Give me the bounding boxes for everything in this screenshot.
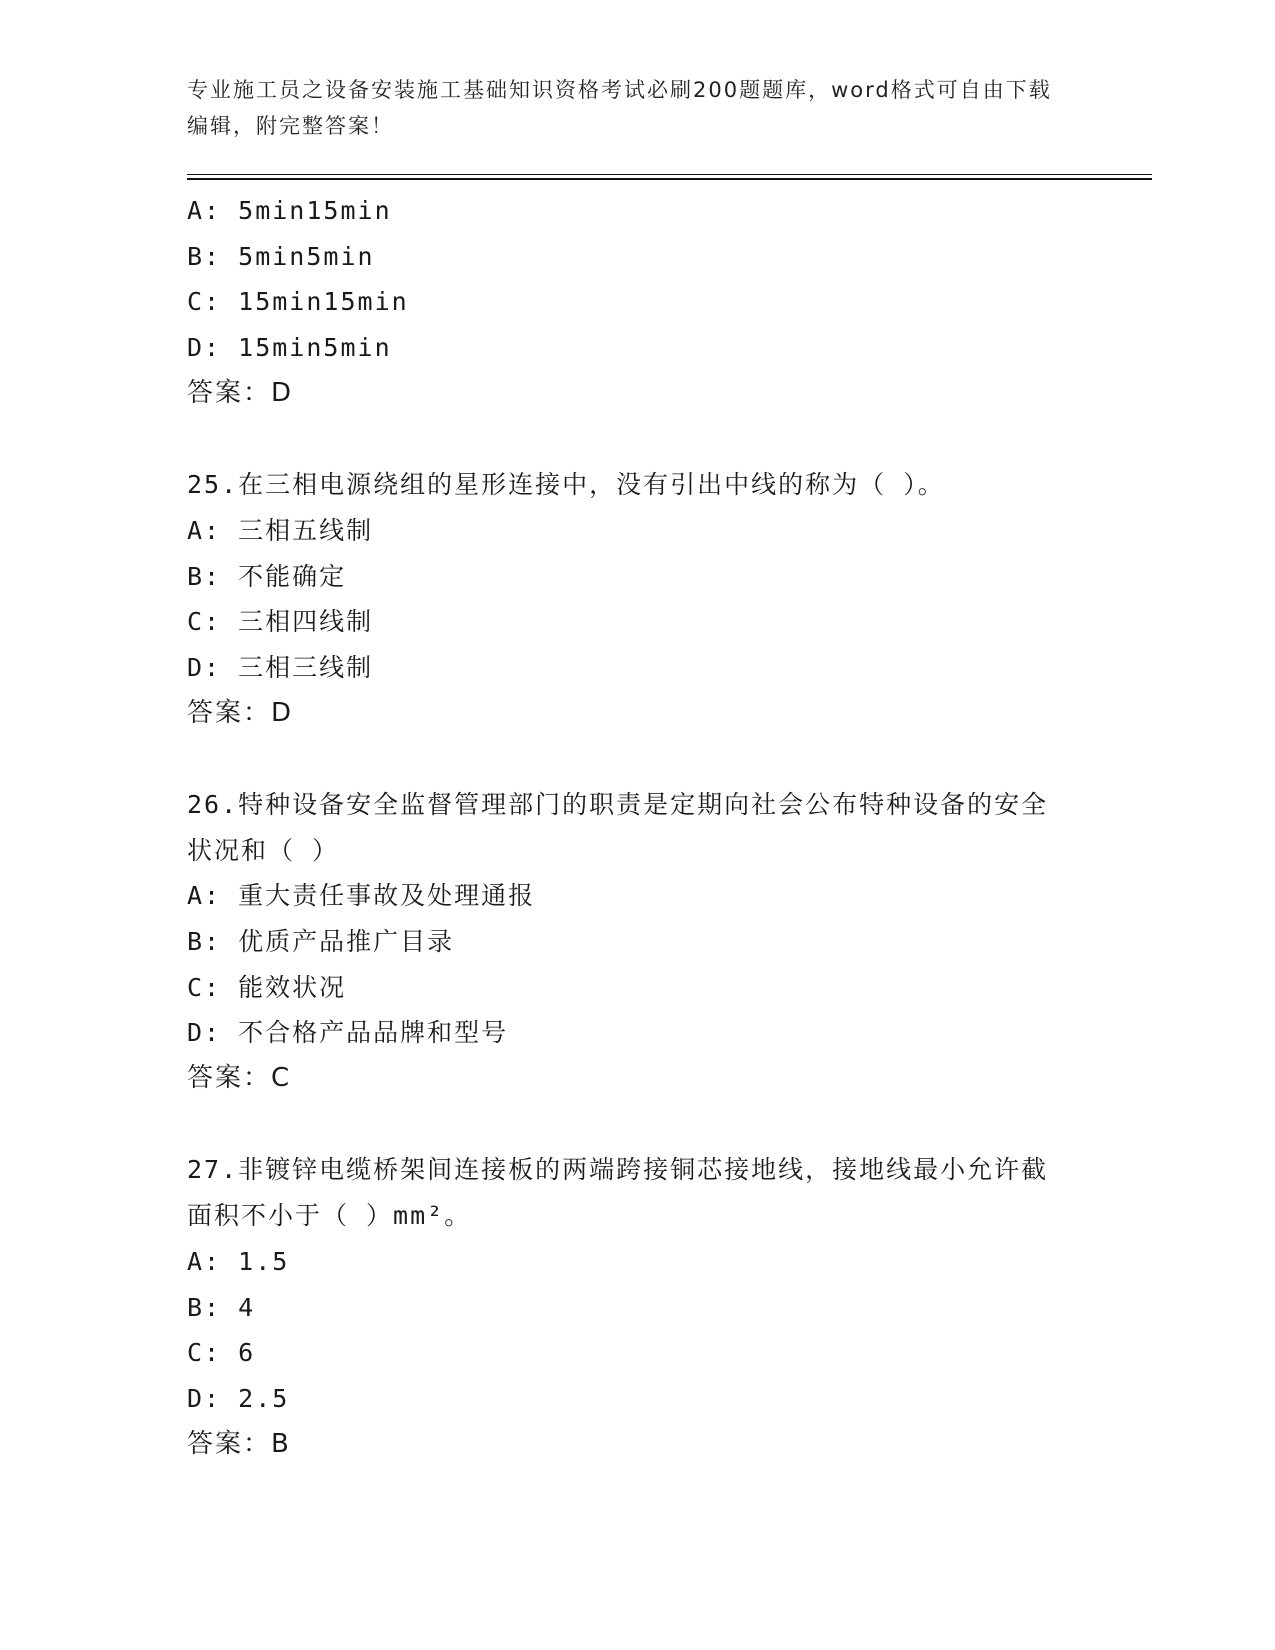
spacer bbox=[187, 416, 1087, 462]
option-b: B: 不能确定 bbox=[187, 561, 347, 591]
question-block-24 bbox=[187, 188, 1087, 416]
spacer bbox=[187, 1102, 1087, 1148]
option-c: C: 6 bbox=[187, 1338, 256, 1368]
option-b: B: 4 bbox=[187, 1292, 256, 1322]
question-block-25 bbox=[187, 462, 1087, 736]
answer: 答案：B bbox=[187, 1428, 291, 1459]
option-a: A: 重大责任事故及处理通报 bbox=[187, 881, 536, 911]
answer: 答案：C bbox=[187, 1063, 292, 1094]
option-d: D: 不合格产品品牌和型号 bbox=[187, 1018, 509, 1048]
spacer bbox=[187, 736, 1087, 782]
header-divider-thick bbox=[187, 178, 1152, 180]
option-c: C: 三相四线制 bbox=[187, 607, 374, 637]
question-list bbox=[187, 188, 1087, 1467]
option-a: A: 三相五线制 bbox=[187, 515, 374, 545]
option-d: D: 三相三线制 bbox=[187, 652, 374, 682]
question-text: 25.在三相电源绕组的星形连接中，没有引出中线的称为（ ）。 bbox=[187, 470, 945, 500]
option-d: D: 15min5min bbox=[187, 333, 392, 363]
answer: 答案：D bbox=[187, 377, 294, 408]
option-c: C: 15min15min bbox=[187, 287, 409, 317]
option-b: B: 优质产品推广目录 bbox=[187, 927, 455, 957]
question-block-26 bbox=[187, 782, 1087, 1102]
answer: 答案：D bbox=[187, 697, 294, 728]
option-d: D: 2.5 bbox=[187, 1383, 290, 1413]
option-b: B: 5min5min bbox=[187, 241, 375, 271]
option-c: C: 能效状况 bbox=[187, 972, 347, 1002]
option-a: A: 5min15min bbox=[187, 196, 392, 225]
question-block-27 bbox=[187, 1147, 1087, 1467]
header-divider-thin bbox=[187, 174, 1152, 175]
document-header: 专业施工员之设备安装施工基础知识资格考试必刷200题题库，word格式可自由下载编辑，附完整答案！ bbox=[187, 78, 1052, 138]
question-text: 26.特种设备安全监督管理部门的职责是定期向社会公布特种设备的安全状况和（ ） bbox=[187, 789, 1049, 865]
option-a: A: 1.5 bbox=[187, 1246, 290, 1276]
question-text: 27.非镀锌电缆桥架间连接板的两端跨接铜芯接地线，接地线最小允许截面积不小于（ ）mm²。 bbox=[187, 1155, 1049, 1231]
